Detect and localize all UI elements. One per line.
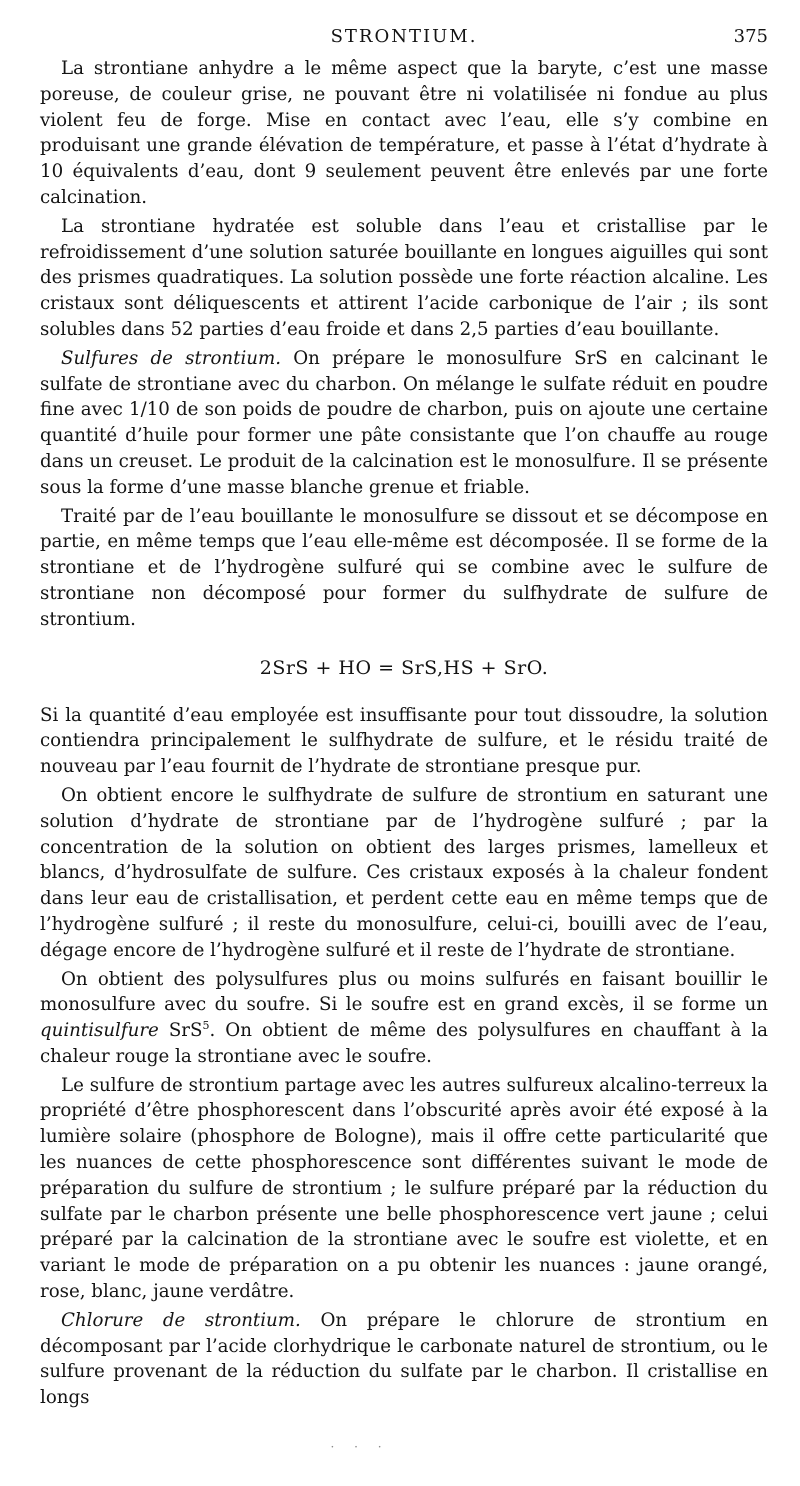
- paragraph-text: On prépare le chlorure de strontium en décomposant par l’acide clorhydrique le carbonate naturel de strontium, ou le sulfure provenant de la réduction du sulfate par le charbon. Il cristallise en longs: [40, 1309, 768, 1409]
- paragraph-boiling-water-treatment: Traité par de l’eau bouillante le monosulfure se dissout et se décompose en partie, en même temps que l’eau elle-même est décomposée. Il se forme de la strontiane et de l’hydrogène sulfuré qui se combine avec le sulfure de strontiane non décomposé pour former du sulfhydrate de sulfure de strontium.: [40, 505, 768, 630]
- formula-text: SrS: [158, 1020, 203, 1042]
- book-page: [40, 26, 768, 1411]
- formula-superscript: 5: [202, 1019, 210, 1033]
- term-quintisulfure: quintisulfure: [40, 1020, 159, 1042]
- paragraph-text: On prépare le monosulfure SrS en calcinant le sulfate de strontiane avec du charbon. On mélange le sulfate réduit en poudre fine avec 1/10 de son poids de poudre de charbon, puis on ajoute une certaine quantité d’huile pour former une pâte consistante que l’on chauffe au rouge dans un creuset. Le produit de la calcination est le monosulfure. Il se présente sous la forme d’une masse blanche grenue et friable.: [40, 347, 768, 498]
- section-heading-chlorure: Chlorure de strontium.: [61, 1309, 301, 1331]
- running-head: [40, 26, 768, 56]
- paragraph-text: . On obtient de même des polysulfures en chauffant à la chaleur rouge la strontiane avec le soufre.: [40, 1020, 768, 1067]
- chemical-equation: 2SrS + HO = SrS,HS + SrO.: [259, 656, 549, 679]
- paragraph-anhydrous-strontia: La strontiane anhydre a le même aspect que la baryte, c’est une masse poreuse, de couleur grise, ne pouvant être ni volatilisée ni fondue au plus violent feu de forge. Mise en contact avec l’eau, elle s’y combine en produisant une grande élévation de température, et passe à l’état d’hydrate à 10 équivalents d’eau, dont 9 seulement peuvent être enlevés par une forte calcination.: [40, 58, 768, 208]
- paragraph-hydrated-strontia: La strontiane hydratée est soluble dans l’eau et cristallise par le refroidissement d’une solution saturée bouillante en longues aiguilles qui sont des prismes quadratiques. La solution possède une forte réaction alcaline. Les cristaux sont déliquescents et attirent l’acide carbonique de l’air ; ils sont solubles dans 52 parties d’eau froide et dans 2,5 parties d’eau bouillante.: [40, 215, 768, 340]
- paragraph-insufficient-water: Si la quantité d’eau employée est insuffisante pour tout dissoudre, la solution contiendra principalement le sulfhydrate de sulfure, et le résidu traité de nouveau par l’eau fournit de l’hydrate de strontiane presque pur.: [40, 704, 768, 778]
- paragraph-strontium-sulfides: [40, 346, 768, 501]
- running-title: STRONTIUM.: [330, 26, 478, 47]
- paragraph-strontium-chloride: [40, 1308, 768, 1411]
- paragraph-polysulfides: [40, 967, 768, 1070]
- paragraph-text: On obtient des polysulfures plus ou moins sulfurés en faisant bouillir le monosulfure avec du soufre. Si le soufre est en grand excès, il se forme un: [40, 968, 768, 1016]
- paragraph-phosphorescence: Le sulfure de strontium partage avec les autres sulfureux alcalino-terreux la propriété d’être phosphorescent dans l’obscurité après avoir été exposé à la lumière solaire (phosphore de Bologne), mais il offre cette particularité que les nuances de cette phosphorescence sont différentes suivant le mode de préparation du sulfure de strontium ; le sulfure préparé par la réduction du sulfate par le charbon présente une belle phosphorescence vert jaune ; celui préparé par la calcination de la strontiane avec le soufre est violette, et en variant le mode de préparation on a pu obtenir les nuances : jaune orangé, rose, blanc, jaune verdâtre.: [40, 1074, 768, 1303]
- page-number: 375: [733, 26, 768, 47]
- paragraph-sulfhydrate-preparation: On obtient encore le sulfhydrate de sulfure de strontium en saturant une solution d’hydrate de strontiane par de l’hydrogène sulfuré ; par la concentration de la solution on obtient des larges prismes, lamelleux et blancs, d’hydrosulfate de sulfure. Ces cristaux exposés à la chaleur fondent dans leur eau de cristallisation, et perdent cette eau en même temps que de l’hydrogène sulfuré ; il reste du monosulfure, celui-ci, bouilli avec de l’eau, dégage encore de l’hydrogène sulfuré et il reste de l’hydrate de strontiane.: [40, 784, 768, 961]
- page-speck-marks: · · ·: [330, 1440, 390, 1454]
- section-heading-sulfures: Sulfures de strontium.: [61, 347, 282, 369]
